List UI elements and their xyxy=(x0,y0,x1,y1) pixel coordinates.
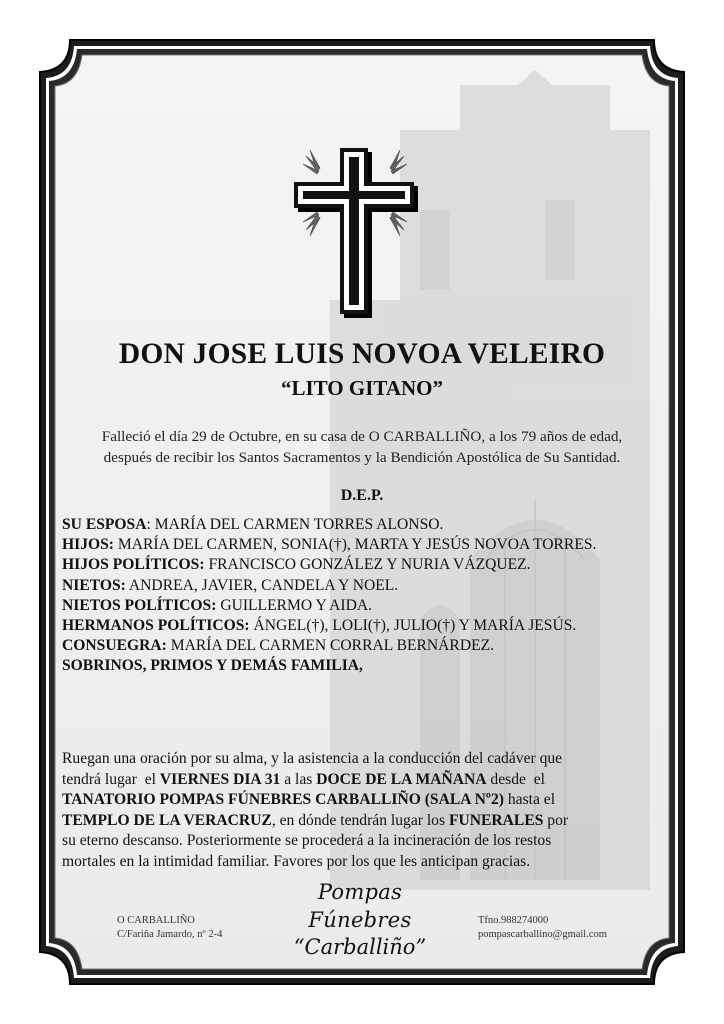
announcement-line: después de recibir los Santos Sacramentos y la Bendición Apostólica de Su Santidad. xyxy=(103,449,621,466)
street-address: C/Fariña Jamardo, nº 2-4 xyxy=(117,929,223,940)
closing-bold: TANATORIO POMPAS FÚNEBRES CARBALLIÑO (SALA Nº2) xyxy=(62,791,504,809)
family-row xyxy=(62,515,664,535)
closing-line xyxy=(62,770,664,791)
logo-line: Pompas Fúnebres xyxy=(308,880,412,932)
relation-label: NIETOS: xyxy=(62,576,126,594)
email: pompascarballino@gmail.com xyxy=(478,929,607,940)
relation-names: MARÍA DEL CARMEN, SONIA(†), MARTA Y JESÚS NOVOA TORRES. xyxy=(117,536,597,554)
family-row xyxy=(62,596,664,616)
phone: Tfno.988274000 xyxy=(478,915,549,926)
closing-bold: DOCE DE LA MAÑANA xyxy=(316,770,487,788)
city: O CARBALLIÑO xyxy=(117,915,195,926)
closing-text: hasta el xyxy=(503,791,556,809)
funeral-home-address xyxy=(117,914,222,942)
closing-line xyxy=(62,790,664,811)
closing-text: desde el xyxy=(486,770,545,788)
relation-label: HIJOS: xyxy=(62,536,114,554)
logo-line: “Carballiño” xyxy=(293,935,427,959)
family-row xyxy=(62,535,664,555)
relation-label: HIJOS POLÍTICOS: xyxy=(62,556,205,574)
closing-text: por xyxy=(543,811,569,829)
closing-bold: TEMPLO DE LA VERACRUZ xyxy=(62,811,272,829)
relation-names: GUILLERMO Y AIDA. xyxy=(220,596,373,614)
closing-line xyxy=(62,811,664,832)
relation-names: ÁNGEL(†), LOLI(†), JULIO(†) Y MARÍA JESÚS. xyxy=(253,617,577,635)
closing-text: Ruegan una oración por su alma, y la asistencia a la conducción del cadáver que xyxy=(62,750,563,767)
relation-label: CONSUEGRA: xyxy=(62,637,167,655)
closing-text: tendrá lugar el xyxy=(62,770,160,788)
nickname: “LITO GITANO” xyxy=(280,376,443,400)
relation-label: SOBRINOS, PRIMOS Y DEMÁS FAMILIA, xyxy=(62,657,363,675)
relation-label: SU ESPOSA xyxy=(62,516,147,533)
relation-label: NIETOS POLÍTICOS: xyxy=(62,596,217,614)
family-row xyxy=(62,656,664,676)
family-row xyxy=(62,576,664,596)
closing-paragraph xyxy=(62,749,664,873)
relation-names: ANDREA, JAVIER, CANDELA Y NOEL. xyxy=(128,576,399,594)
family-row xyxy=(62,555,664,575)
relation-names: FRANCISCO GONZÁLEZ Y NURIA VÁZQUEZ. xyxy=(208,556,531,574)
separator: : xyxy=(146,516,155,533)
closing-bold: FUNERALES xyxy=(448,811,544,829)
closing-line xyxy=(62,831,664,852)
death-announcement xyxy=(60,426,664,468)
closing-text: , en dónde tendrán lugar los xyxy=(271,811,449,829)
funeral-home-contact xyxy=(478,914,607,942)
relation-names: MARÍA DEL CARMEN CORRAL BERNÁRDEZ. xyxy=(170,637,495,655)
deceased-name: DON JOSE LUIS NOVOA VELEIRO xyxy=(118,338,606,370)
announcement-line: Falleció el día 29 de Octubre, en su casa de O CARBALLIÑO, a los 79 años de edad, xyxy=(101,428,623,445)
cross-icon xyxy=(270,140,440,320)
closing-text: a las xyxy=(280,770,317,788)
closing-line xyxy=(62,852,664,873)
family-list xyxy=(62,515,664,677)
family-row xyxy=(62,616,664,636)
family-row xyxy=(62,636,664,656)
closing-line xyxy=(62,749,664,770)
funeral-home-logo xyxy=(270,878,450,959)
closing-text: mortales en la intimidad familiar. Favores por los que les anticipan gracias. xyxy=(62,852,531,870)
dep-heading: D.E.P. xyxy=(340,487,384,504)
relation-label: HERMANOS POLÍTICOS: xyxy=(62,617,250,635)
closing-text: su eterno descanso. Posteriormente se procederá a la incineración de los restos xyxy=(62,832,552,850)
relation-names: MARÍA DEL CARMEN TORRES ALONSO. xyxy=(154,516,444,533)
closing-bold: VIERNES DIA 31 xyxy=(159,770,281,788)
